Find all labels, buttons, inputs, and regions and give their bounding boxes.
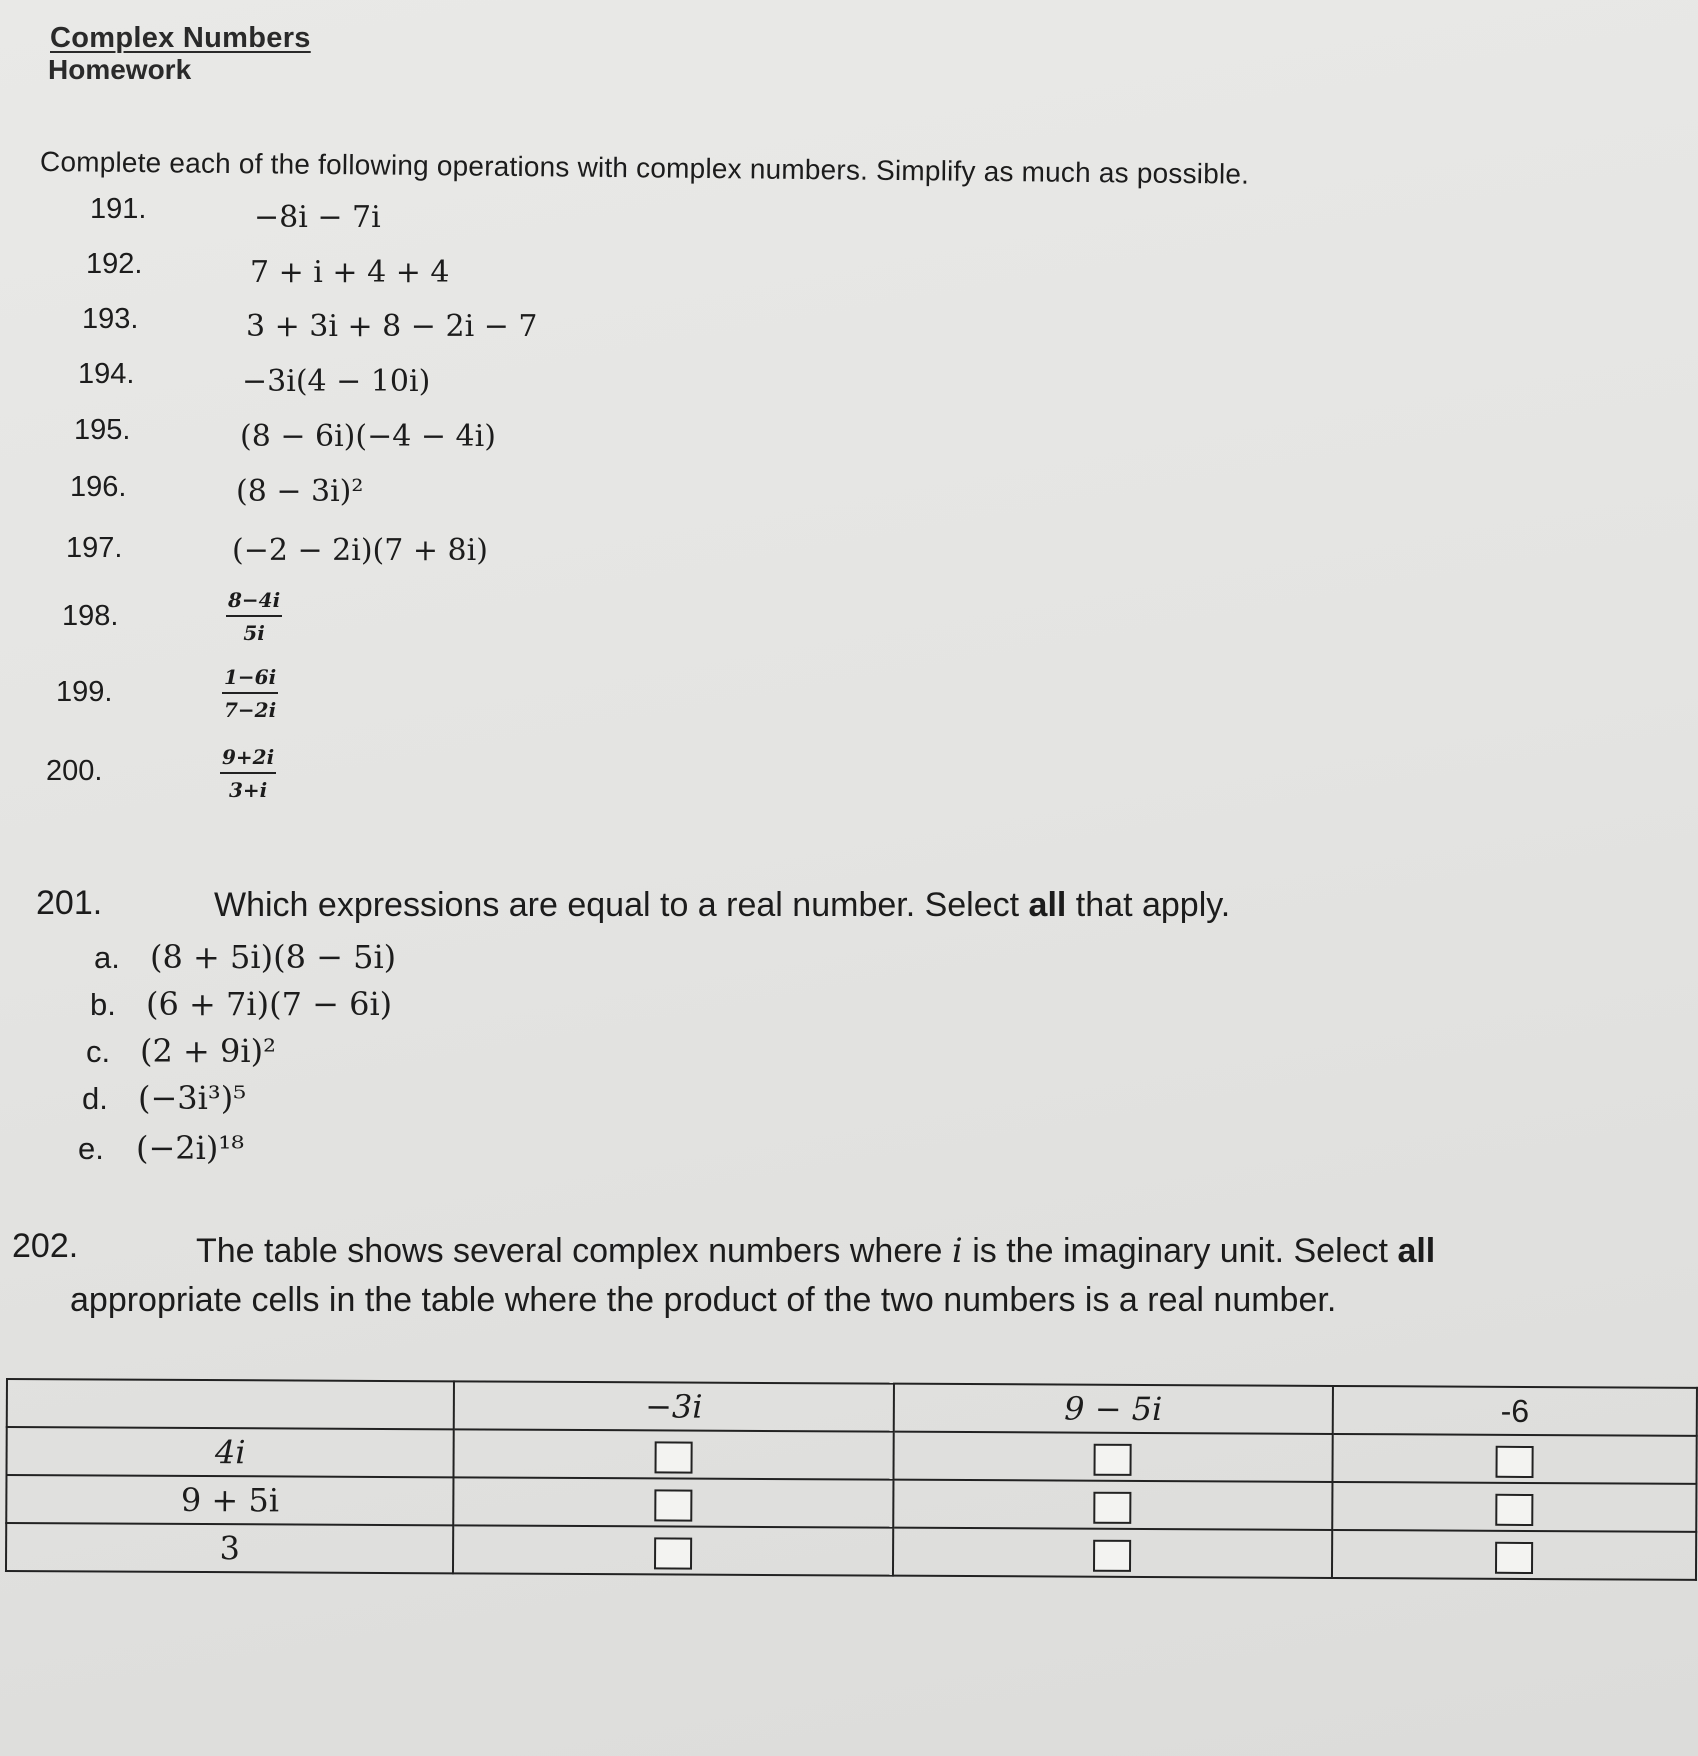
table-cell <box>893 1432 1333 1482</box>
choice-b <box>90 985 392 1023</box>
problem-number: 199. <box>56 676 113 708</box>
cell-checkbox[interactable] <box>1495 1493 1533 1525</box>
choice-c <box>86 1032 276 1070</box>
choice-expression: (6 + 7i)(7 − 6i) <box>146 985 393 1023</box>
question-202-prompt-line1 <box>196 1231 1435 1271</box>
problem-number: 191. <box>90 193 147 225</box>
choice-e <box>78 1129 244 1167</box>
choice-letter: e. <box>78 1131 104 1166</box>
question-202-number: 202. <box>12 1227 79 1265</box>
table-cell <box>1333 1434 1697 1484</box>
instructions-text: Complete each of the following operations with complex numbers. Simplify as much as possible. <box>39 146 1250 190</box>
problem-expression: (8 − 3i)² <box>236 474 364 509</box>
table-cell <box>893 1528 1333 1578</box>
choice-expression: (8 + 5i)(8 − 5i) <box>150 938 397 976</box>
problem-number: 192. <box>86 248 143 280</box>
fraction-expression <box>226 588 282 645</box>
page-title: Complex Numbers <box>50 22 311 54</box>
prompt-text: The table shows several complex numbers where <box>196 1232 952 1270</box>
question-201-prompt <box>214 886 1230 925</box>
cell-checkbox[interactable] <box>1094 1491 1132 1523</box>
problem-expression: −3i(4 − 10i) <box>242 364 431 399</box>
question-202-prompt-line2: appropriate cells in the table where the product of the two numbers is a real number. <box>70 1281 1337 1319</box>
problem-number: 198. <box>62 600 119 632</box>
imaginary-unit-symbol: i <box>951 1231 963 1271</box>
fraction-denominator: 7−2i <box>224 698 277 722</box>
question-201-number: 201. <box>36 884 103 922</box>
table-cell <box>1332 1482 1696 1532</box>
problem-number: 193. <box>82 303 139 335</box>
table-cell <box>454 1429 894 1479</box>
problem-number: 197. <box>66 532 123 564</box>
fraction-numerator: 8−4i <box>226 588 282 617</box>
table-header-cell <box>7 1379 455 1429</box>
prompt-text: is the imaginary unit. Select <box>962 1232 1398 1270</box>
cell-checkbox[interactable] <box>1495 1541 1533 1573</box>
cell-checkbox[interactable] <box>655 1441 693 1473</box>
fraction-denominator: 5i <box>243 621 265 645</box>
choice-a <box>94 938 396 976</box>
problem-expression: 7 + i + 4 + 4 <box>250 255 450 290</box>
row-header-cell: 4i <box>6 1427 454 1477</box>
prompt-emphasis: all <box>1397 1232 1436 1270</box>
fraction-expression <box>222 665 278 722</box>
table-cell <box>453 1525 893 1575</box>
table-cell <box>454 1477 894 1527</box>
prompt-text: Which expressions are equal to a real number. Select <box>214 886 1029 924</box>
table-row <box>6 1427 1696 1484</box>
prompt-text: that apply. <box>1066 886 1231 924</box>
choice-expression: (−3i³)⁵ <box>138 1079 247 1117</box>
choice-d <box>82 1079 246 1117</box>
product-table <box>5 1378 1698 1581</box>
problem-number: 195. <box>74 414 131 446</box>
table-row <box>6 1523 1696 1580</box>
problem-expression: 3 + 3i + 8 − 2i − 7 <box>246 309 538 344</box>
problem-expression: (−2 − 2i)(7 + 8i) <box>232 533 488 568</box>
table-header-cell: 9 − 5i <box>893 1384 1333 1434</box>
problem-number: 200. <box>46 755 103 787</box>
choice-expression: (−2i)¹⁸ <box>136 1129 245 1167</box>
fraction-denominator: 3+i <box>228 778 268 802</box>
row-header-cell: 3 <box>6 1523 454 1573</box>
row-header-cell: 9 + 5i <box>6 1475 454 1525</box>
page-subtitle: Homework <box>48 54 192 85</box>
problem-expression: −8i − 7i <box>254 200 381 235</box>
prompt-emphasis: all <box>1028 886 1067 924</box>
table-cell <box>1332 1530 1696 1580</box>
table-header-row <box>7 1379 1697 1436</box>
fraction-numerator: 1−6i <box>222 665 278 694</box>
cell-checkbox[interactable] <box>654 1537 692 1569</box>
cell-checkbox[interactable] <box>1093 1539 1131 1571</box>
cell-checkbox[interactable] <box>654 1489 692 1521</box>
table-header-cell: −3i <box>454 1381 894 1431</box>
fraction-numerator: 9+2i <box>220 745 276 774</box>
cell-checkbox[interactable] <box>1094 1443 1132 1475</box>
table-cell <box>893 1480 1333 1530</box>
cell-checkbox[interactable] <box>1496 1445 1534 1477</box>
problem-number: 196. <box>70 471 127 503</box>
problem-number: 194. <box>78 358 135 390</box>
problem-expression: (8 − 6i)(−4 − 4i) <box>240 419 496 454</box>
choice-expression: (2 + 9i)² <box>140 1032 276 1070</box>
fraction-expression <box>220 745 276 802</box>
choice-letter: b. <box>90 987 116 1022</box>
choice-letter: a. <box>94 940 120 975</box>
table-header-cell: -6 <box>1333 1386 1697 1436</box>
table-row <box>6 1475 1696 1532</box>
choice-letter: c. <box>86 1034 111 1069</box>
choice-letter: d. <box>82 1081 108 1116</box>
